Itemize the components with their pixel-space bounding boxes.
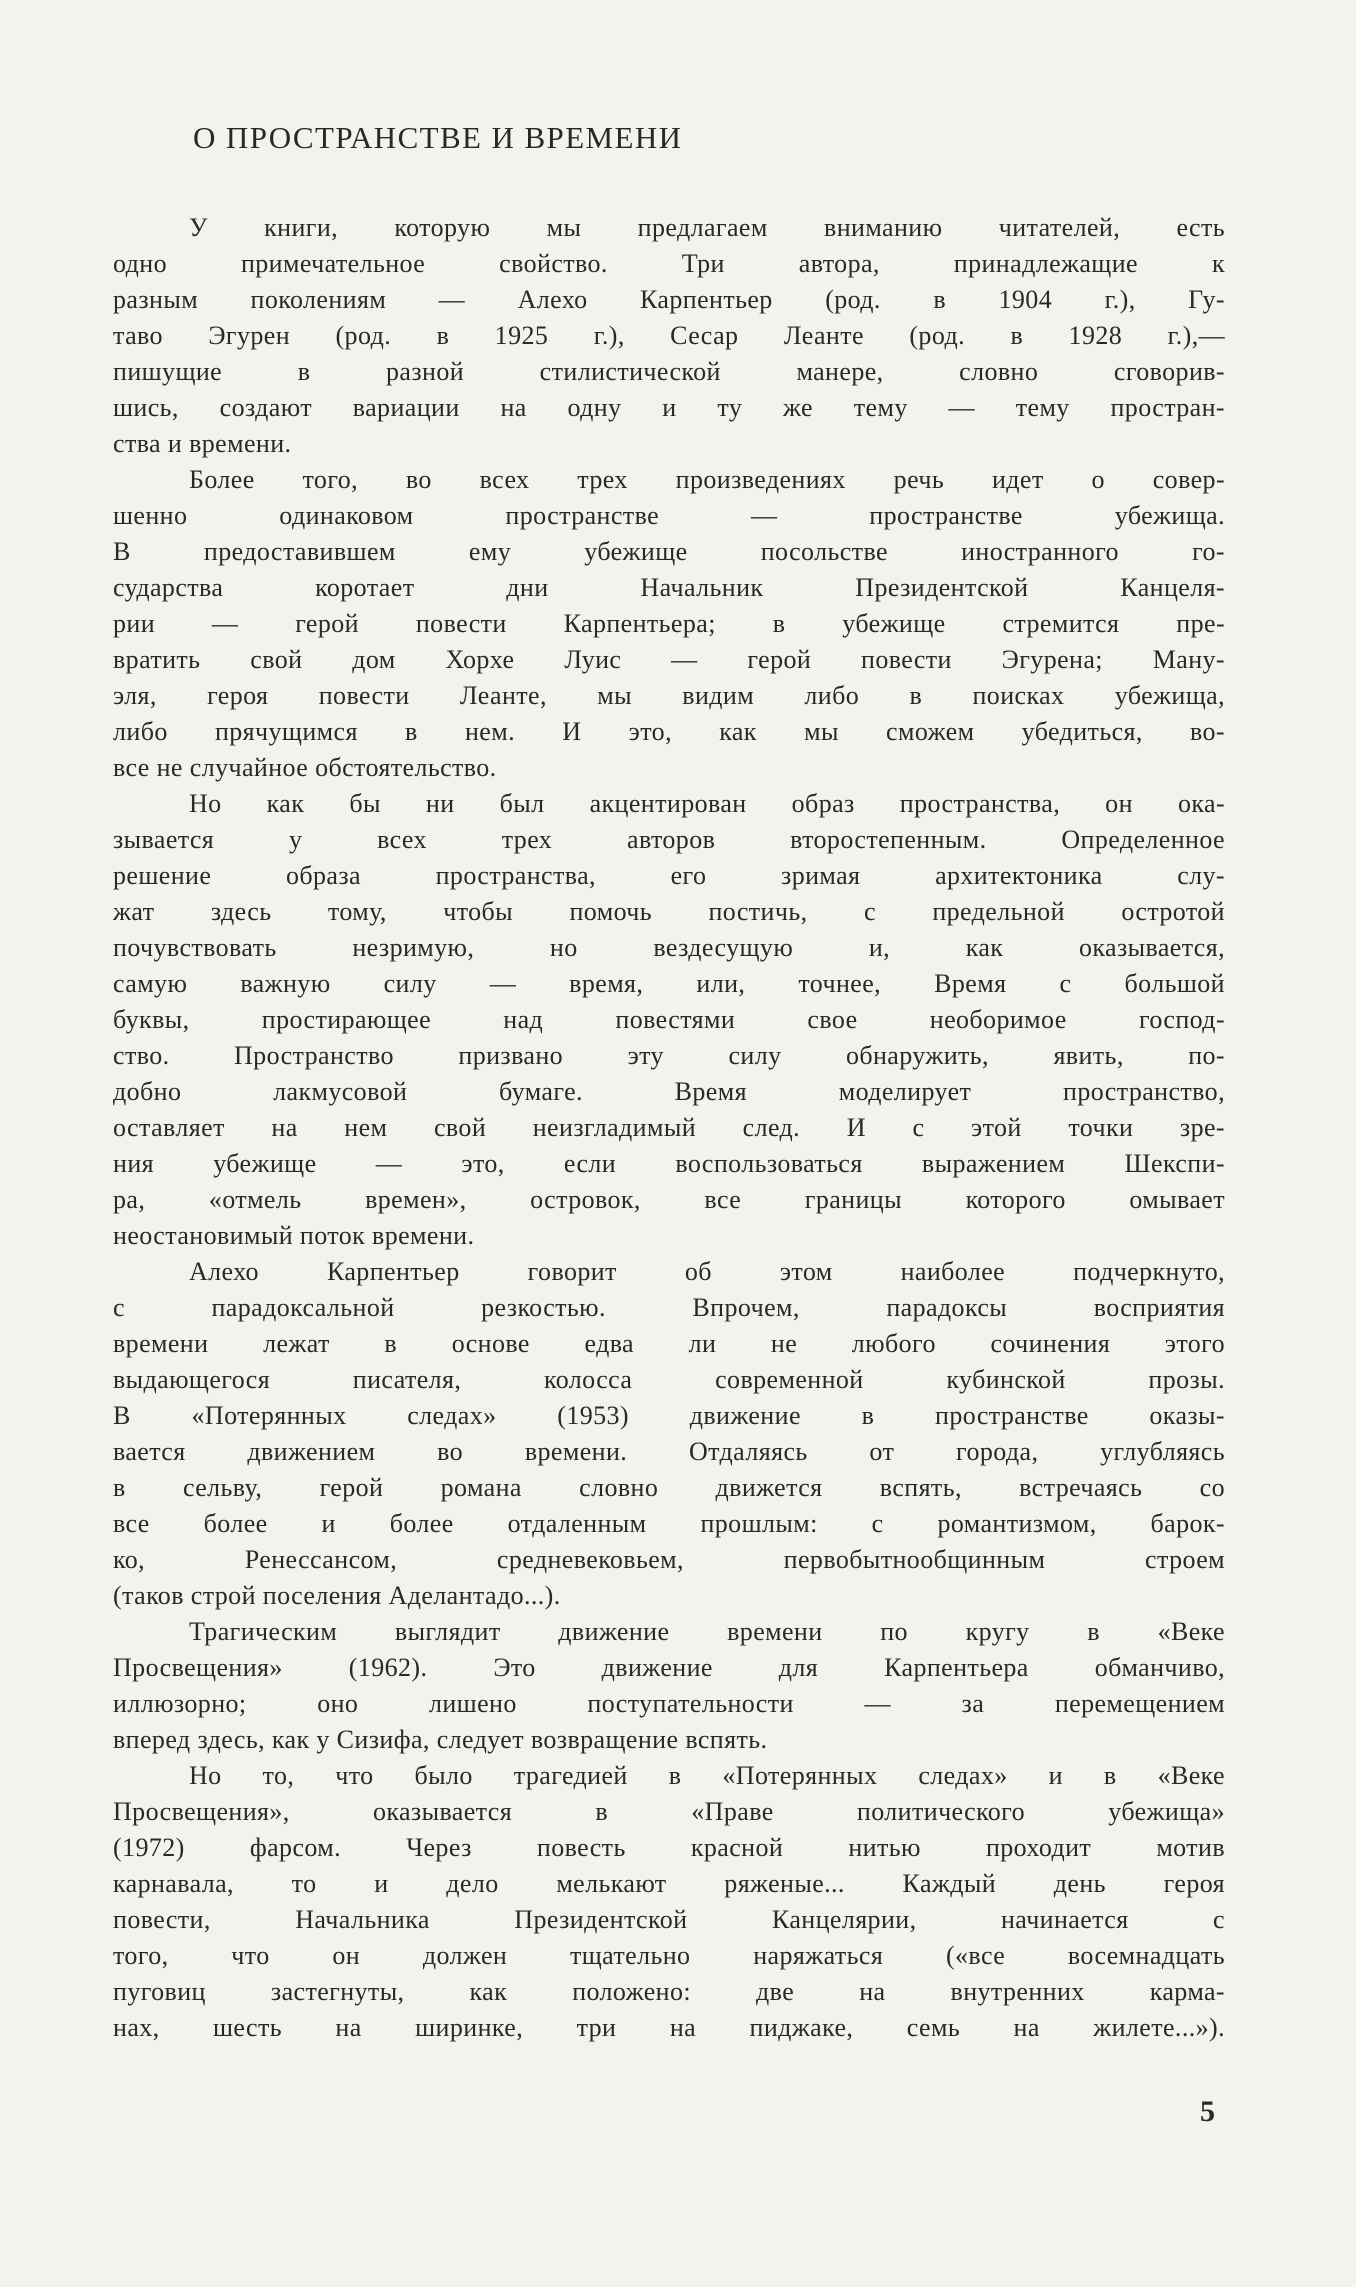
text-line: буквы, простирающее над повестями свое необоримое господ- <box>113 1005 1225 1034</box>
text-line: шенно одинаковом пространстве — пространстве убежища. <box>113 501 1225 530</box>
text-line: В предоставившем ему убежище посольстве иностранного го- <box>113 537 1225 566</box>
chapter-heading: О ПРОСТРАНСТВЕ И ВРЕМЕНИ <box>193 120 683 155</box>
text-line: (таков строй поселения Аделантадо...). <box>113 1581 561 1610</box>
text-line: У книги, которую мы предлагаем вниманию читателей, есть <box>189 213 1225 242</box>
text-line: вратить свой дом Хорхе Луис — герой повести Эгурена; Ману- <box>113 645 1225 674</box>
text-line: В «Потерянных следах» (1953) движение в пространстве оказы- <box>113 1401 1225 1430</box>
text-line: таво Эгурен (род. в 1925 г.), Сесар Леанте (род. в 1928 г.),— <box>113 321 1225 350</box>
text-line: либо прячущимся в нем. И это, как мы сможем убедиться, во- <box>113 717 1225 746</box>
text-line: вперед здесь, как у Сизифа, следует возвращение вспять. <box>113 1725 768 1754</box>
text-line: Просвещения» (1962). Это движение для Карпентьера обманчиво, <box>113 1653 1225 1682</box>
text-line: добно лакмусовой бумаге. Время моделирует пространство, <box>113 1077 1225 1106</box>
text-line: эля, героя повести Леанте, мы видим либо в поисках убежища, <box>113 681 1225 710</box>
text-line: рии — герой повести Карпентьера; в убежище стремится пре- <box>113 609 1225 638</box>
text-line: неостановимый поток времени. <box>113 1221 475 1250</box>
text-line: самую важную силу — время, или, точнее, Время с большой <box>113 969 1225 998</box>
text-line: пишущие в разной стилистической манере, словно сговорив- <box>113 357 1225 386</box>
text-line: Но как бы ни был акцентирован образ пространства, он ока- <box>189 789 1225 818</box>
text-line: жат здесь тому, чтобы помочь постичь, с предельной остротой <box>113 897 1225 926</box>
text-line: времени лежат в основе едва ли не любого сочинения этого <box>113 1329 1225 1358</box>
text-line: все более и более отдаленным прошлым: с романтизмом, барок- <box>113 1509 1225 1538</box>
text-line: оставляет на нем свой неизгладимый след. И с этой точки зре- <box>113 1113 1225 1142</box>
text-line: зывается у всех трех авторов второстепенным. Определенное <box>113 825 1225 854</box>
text-line: Просвещения», оказывается в «Праве политического убежища» <box>113 1797 1225 1826</box>
text-line: ко, Ренессансом, средневековьем, первобытнообщинным строем <box>113 1545 1225 1574</box>
text-line: все не случайное обстоятельство. <box>113 753 497 782</box>
text-line: ра, «отмель времен», островок, все границы которого омывает <box>113 1185 1225 1214</box>
text-line: вается движением во времени. Отдаляясь от города, углубляясь <box>113 1437 1225 1466</box>
text-line: шись, создают вариации на одну и ту же тему — тему простран- <box>113 393 1225 422</box>
text-line: иллюзорно; оно лишено поступательности — за перемещением <box>113 1689 1225 1718</box>
text-line: нах, шесть на ширинке, три на пиджаке, семь на жилете...»). <box>113 2013 1225 2042</box>
text-line: Более того, во всех трех произведениях речь идет о совер- <box>189 465 1225 494</box>
text-line: Алехо Карпентьер говорит об этом наиболее подчеркнуто, <box>189 1257 1225 1286</box>
text-line: одно примечательное свойство. Три автора, принадлежащие к <box>113 249 1225 278</box>
text-line: Но то, что было трагедией в «Потерянных следах» и в «Веке <box>189 1761 1225 1790</box>
body-text <box>113 210 1225 2046</box>
text-line: почувствовать незримую, но вездесущую и, как оказывается, <box>113 933 1225 962</box>
text-line: пуговиц застегнуты, как положено: две на внутренних карма- <box>113 1977 1225 2006</box>
text-line: решение образа пространства, его зримая архитектоника слу- <box>113 861 1225 890</box>
text-line: ния убежище — это, если воспользоваться выражением Шекспи- <box>113 1149 1225 1178</box>
text-line: повести, Начальника Президентской Канцелярии, начинается с <box>113 1905 1225 1934</box>
page-number: 5 <box>1200 2095 1215 2128</box>
text-line: выдающегося писателя, колосса современной кубинской прозы. <box>113 1365 1225 1394</box>
text-line: с парадоксальной резкостью. Впрочем, парадоксы восприятия <box>113 1293 1225 1322</box>
text-line: разным поколениям — Алехо Карпентьер (род. в 1904 г.), Гу- <box>113 285 1225 314</box>
text-line: ство. Пространство призвано эту силу обнаружить, явить, по- <box>113 1041 1225 1070</box>
text-line: карнавала, то и дело мелькают ряженые... Каждый день героя <box>113 1869 1225 1898</box>
text-line: Трагическим выглядит движение времени по кругу в «Веке <box>189 1617 1225 1646</box>
text-line: ства и времени. <box>113 429 292 458</box>
text-line: того, что он должен тщательно наряжаться («все восемнадцать <box>113 1941 1225 1970</box>
text-line: (1972) фарсом. Через повесть красной нитью проходит мотив <box>113 1833 1225 1862</box>
text-line: сударства коротает дни Начальник Президентской Канцеля- <box>113 573 1225 602</box>
text-line: в сельву, герой романа словно движется вспять, встречаясь со <box>113 1473 1225 1502</box>
